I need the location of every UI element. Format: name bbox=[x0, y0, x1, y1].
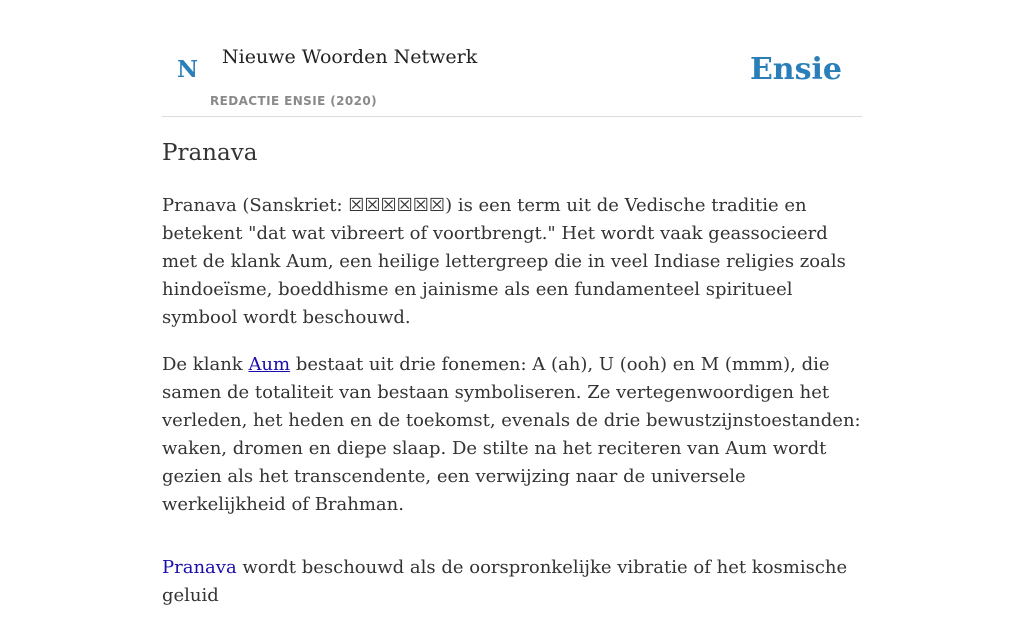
paragraph-3 bbox=[162, 554, 862, 610]
source-title[interactable]: Nieuwe Woorden Netwerk bbox=[222, 46, 478, 68]
entry-title: Pranava bbox=[162, 140, 258, 166]
paragraph-3-text: wordt beschouwd als de oorspronkelijke vibratie of het kosmische geluid bbox=[162, 557, 848, 606]
paragraph-2 bbox=[162, 351, 862, 519]
paragraph-1: Pranava (Sanskriet: ☒☒☒☒☒☒) is een term uit de Vedische traditie en betekent "dat wat vibreert of voortbrengt." Het wordt vaak geassocieerd met de klank Aum, een heilige lettergreep die in veel Indiase religies zoals hindoeïsme, boeddhisme en jainisme als een fundamenteel spiritueel symbool wordt beschouwd. bbox=[162, 195, 846, 328]
ensie-logo-link[interactable]: Ensie bbox=[749, 52, 842, 87]
paragraph-2-text-end: bestaat uit drie fonemen: A (ah), U (ooh) en M (mmm), die samen de totaliteit van bestaan symboliseren. Ze vertegenwoordigen het verleden, het heden en de toekomst, evenals de drie bewustzijnstoestanden: waken, dromen en diepe slaap. De stilte na het reciteren van Aum wordt gezien als het transcendente, een verwijzing naar de universele werkelijkheid of Brahman. bbox=[162, 354, 861, 515]
paragraph-2-text-start: De klank bbox=[162, 354, 249, 375]
pranava-link[interactable]: Pranava bbox=[162, 557, 237, 578]
source-logo: N bbox=[177, 56, 199, 83]
aum-link[interactable]: Aum bbox=[248, 354, 291, 375]
source-author: REDACTIE ENSIE (2020) bbox=[210, 94, 378, 108]
source-header bbox=[162, 0, 862, 117]
entry-body bbox=[162, 192, 862, 629]
page bbox=[162, 0, 862, 606]
